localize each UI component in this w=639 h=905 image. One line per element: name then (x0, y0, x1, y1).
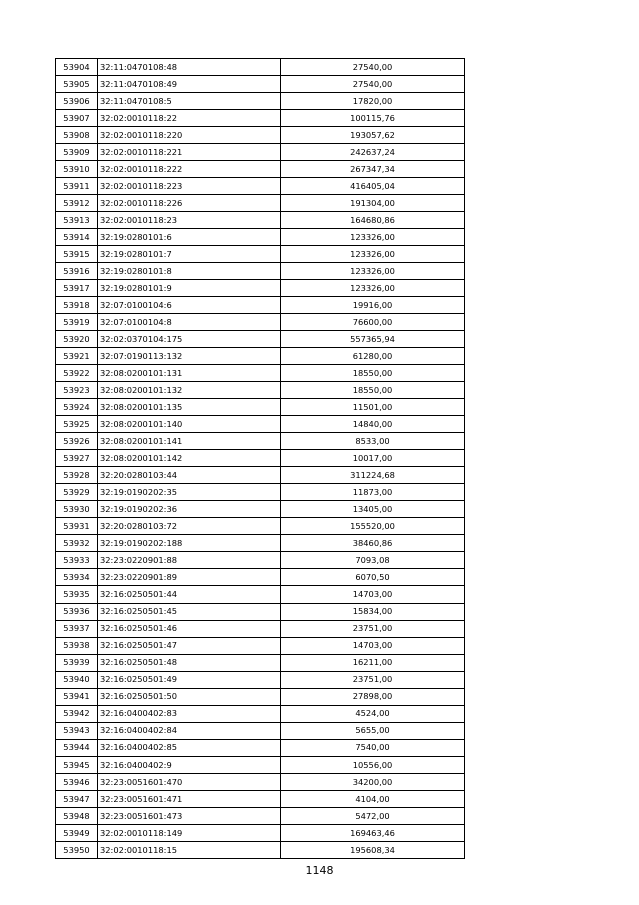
row-number-cell: 53931 (56, 518, 98, 535)
row-number-cell: 53945 (56, 756, 98, 773)
table-row (56, 399, 465, 416)
cadastral-number-cell: 32:19:0190202:35 (98, 484, 281, 501)
value-cell: 23751,00 (281, 671, 465, 688)
cadastral-number-cell: 32:16:0400402:83 (98, 705, 281, 722)
row-number-cell: 53917 (56, 280, 98, 297)
table-row (56, 484, 465, 501)
row-number-cell: 53943 (56, 722, 98, 739)
value-cell: 100115,76 (281, 110, 465, 127)
cadastral-number-cell: 32:20:0280103:44 (98, 467, 281, 484)
table-row (56, 161, 465, 178)
value-cell: 416405,04 (281, 178, 465, 195)
row-number-cell: 53948 (56, 807, 98, 824)
value-cell: 27540,00 (281, 76, 465, 93)
cadastral-number-cell: 32:16:0400402:85 (98, 739, 281, 756)
value-cell: 61280,00 (281, 348, 465, 365)
table-row (56, 637, 465, 654)
table-row (56, 841, 465, 858)
value-cell: 4524,00 (281, 705, 465, 722)
row-number-cell: 53932 (56, 535, 98, 552)
value-cell: 16211,00 (281, 654, 465, 671)
value-cell: 164680,86 (281, 212, 465, 229)
value-cell: 5472,00 (281, 807, 465, 824)
value-cell: 7093,08 (281, 552, 465, 569)
table-row (56, 331, 465, 348)
cadastral-number-cell: 32:02:0010118:23 (98, 212, 281, 229)
table-row (56, 76, 465, 93)
table-row (56, 790, 465, 807)
cadastral-number-cell: 32:07:0190113:132 (98, 348, 281, 365)
value-cell: 38460,86 (281, 535, 465, 552)
table-row (56, 110, 465, 127)
value-cell: 195608,34 (281, 841, 465, 858)
value-cell: 19916,00 (281, 297, 465, 314)
table-row (56, 671, 465, 688)
row-number-cell: 53919 (56, 314, 98, 331)
cadastral-number-cell: 32:16:0250501:45 (98, 603, 281, 620)
cadastral-number-cell: 32:08:0200101:131 (98, 365, 281, 382)
cadastral-number-cell: 32:19:0280101:6 (98, 229, 281, 246)
value-cell: 4104,00 (281, 790, 465, 807)
value-cell: 123326,00 (281, 246, 465, 263)
table-row (56, 314, 465, 331)
cadastral-number-cell: 32:16:0400402:9 (98, 756, 281, 773)
cadastral-number-cell: 32:08:0200101:132 (98, 382, 281, 399)
cadastral-number-cell: 32:02:0010118:223 (98, 178, 281, 195)
cadastral-number-cell: 32:16:0250501:47 (98, 637, 281, 654)
row-number-cell: 53946 (56, 773, 98, 790)
row-number-cell: 53923 (56, 382, 98, 399)
row-number-cell: 53910 (56, 161, 98, 178)
value-cell: 5655,00 (281, 722, 465, 739)
table-row (56, 297, 465, 314)
value-cell: 18550,00 (281, 382, 465, 399)
table-row (56, 263, 465, 280)
value-cell: 15834,00 (281, 603, 465, 620)
value-cell: 191304,00 (281, 195, 465, 212)
value-cell: 23751,00 (281, 620, 465, 637)
value-cell: 27540,00 (281, 59, 465, 76)
row-number-cell: 53913 (56, 212, 98, 229)
value-cell: 34200,00 (281, 773, 465, 790)
table-row (56, 382, 465, 399)
page-number: 1148 (305, 864, 334, 877)
value-cell: 11873,00 (281, 484, 465, 501)
table-row (56, 654, 465, 671)
table-row (56, 178, 465, 195)
value-cell: 10556,00 (281, 756, 465, 773)
cadastral-number-cell: 32:02:0010118:149 (98, 824, 281, 841)
table-row (56, 620, 465, 637)
value-cell: 11501,00 (281, 399, 465, 416)
value-cell: 10017,00 (281, 450, 465, 467)
value-cell: 193057,62 (281, 127, 465, 144)
row-number-cell: 53933 (56, 552, 98, 569)
value-cell: 13405,00 (281, 501, 465, 518)
value-cell: 17820,00 (281, 93, 465, 110)
row-number-cell: 53915 (56, 246, 98, 263)
table-row (56, 433, 465, 450)
row-number-cell: 53925 (56, 416, 98, 433)
cadastral-number-cell: 32:08:0200101:142 (98, 450, 281, 467)
table-row (56, 450, 465, 467)
table-row (56, 246, 465, 263)
value-cell: 242637,24 (281, 144, 465, 161)
row-number-cell: 53927 (56, 450, 98, 467)
cadastral-number-cell: 32:08:0200101:135 (98, 399, 281, 416)
row-number-cell: 53911 (56, 178, 98, 195)
row-number-cell: 53935 (56, 586, 98, 603)
row-number-cell: 53947 (56, 790, 98, 807)
row-number-cell: 53944 (56, 739, 98, 756)
value-cell: 155520,00 (281, 518, 465, 535)
cadastral-number-cell: 32:23:0051601:470 (98, 773, 281, 790)
table-row (56, 212, 465, 229)
row-number-cell: 53907 (56, 110, 98, 127)
row-number-cell: 53942 (56, 705, 98, 722)
table-row (56, 739, 465, 756)
table-row (56, 756, 465, 773)
row-number-cell: 53950 (56, 841, 98, 858)
row-number-cell: 53908 (56, 127, 98, 144)
cadastral-number-cell: 32:11:0470108:49 (98, 76, 281, 93)
table-row (56, 144, 465, 161)
value-cell: 7540,00 (281, 739, 465, 756)
cadastral-number-cell: 32:16:0400402:84 (98, 722, 281, 739)
value-cell: 6070,50 (281, 569, 465, 586)
cadastral-number-cell: 32:02:0010118:15 (98, 841, 281, 858)
table-row (56, 535, 465, 552)
table-row (56, 229, 465, 246)
table-row (56, 569, 465, 586)
row-number-cell: 53934 (56, 569, 98, 586)
value-cell: 169463,46 (281, 824, 465, 841)
cadastral-number-cell: 32:16:0250501:44 (98, 586, 281, 603)
cadastral-number-cell: 32:02:0010118:220 (98, 127, 281, 144)
value-cell: 557365,94 (281, 331, 465, 348)
cadastral-number-cell: 32:19:0280101:7 (98, 246, 281, 263)
row-number-cell: 53949 (56, 824, 98, 841)
cadastral-number-cell: 32:19:0280101:9 (98, 280, 281, 297)
table-row (56, 280, 465, 297)
value-cell: 27898,00 (281, 688, 465, 705)
row-number-cell: 53926 (56, 433, 98, 450)
table-row (56, 93, 465, 110)
cadastral-number-cell: 32:11:0470108:5 (98, 93, 281, 110)
table-row (56, 501, 465, 518)
row-number-cell: 53916 (56, 263, 98, 280)
table-row (56, 467, 465, 484)
cadastral-number-cell: 32:16:0250501:49 (98, 671, 281, 688)
cadastral-number-cell: 32:20:0280103:72 (98, 518, 281, 535)
table-row (56, 552, 465, 569)
cadastral-number-cell: 32:07:0100104:8 (98, 314, 281, 331)
cadastral-number-cell: 32:19:0190202:36 (98, 501, 281, 518)
table-body (56, 59, 465, 859)
table-row (56, 518, 465, 535)
cadastral-number-cell: 32:16:0250501:46 (98, 620, 281, 637)
table-row (56, 348, 465, 365)
cadastral-number-cell: 32:23:0051601:471 (98, 790, 281, 807)
row-number-cell: 53924 (56, 399, 98, 416)
table-row (56, 365, 465, 382)
table-row (56, 127, 465, 144)
value-cell: 14840,00 (281, 416, 465, 433)
cadastral-number-cell: 32:02:0010118:222 (98, 161, 281, 178)
row-number-cell: 53922 (56, 365, 98, 382)
row-number-cell: 53918 (56, 297, 98, 314)
value-cell: 18550,00 (281, 365, 465, 382)
row-number-cell: 53941 (56, 688, 98, 705)
row-number-cell: 53936 (56, 603, 98, 620)
table-row (56, 773, 465, 790)
value-cell: 123326,00 (281, 229, 465, 246)
cadastral-number-cell: 32:08:0200101:140 (98, 416, 281, 433)
row-number-cell: 53929 (56, 484, 98, 501)
cadastral-number-cell: 32:11:0470108:48 (98, 59, 281, 76)
table-row (56, 824, 465, 841)
data-table (55, 58, 465, 859)
cadastral-number-cell: 32:02:0370104:175 (98, 331, 281, 348)
cadastral-number-cell: 32:23:0220901:88 (98, 552, 281, 569)
cadastral-number-cell: 32:02:0010118:22 (98, 110, 281, 127)
table-row (56, 722, 465, 739)
cadastral-number-cell: 32:16:0250501:48 (98, 654, 281, 671)
row-number-cell: 53938 (56, 637, 98, 654)
row-number-cell: 53905 (56, 76, 98, 93)
cadastral-number-cell: 32:19:0280101:8 (98, 263, 281, 280)
row-number-cell: 53921 (56, 348, 98, 365)
table-row (56, 705, 465, 722)
table-row (56, 586, 465, 603)
row-number-cell: 53920 (56, 331, 98, 348)
table-row (56, 195, 465, 212)
table-row (56, 416, 465, 433)
value-cell: 14703,00 (281, 586, 465, 603)
value-cell: 123326,00 (281, 280, 465, 297)
value-cell: 14703,00 (281, 637, 465, 654)
value-cell: 76600,00 (281, 314, 465, 331)
row-number-cell: 53904 (56, 59, 98, 76)
row-number-cell: 53906 (56, 93, 98, 110)
table-row (56, 59, 465, 76)
cadastral-number-cell: 32:08:0200101:141 (98, 433, 281, 450)
value-cell: 123326,00 (281, 263, 465, 280)
row-number-cell: 53940 (56, 671, 98, 688)
value-cell: 311224,68 (281, 467, 465, 484)
table-row (56, 603, 465, 620)
value-cell: 267347,34 (281, 161, 465, 178)
row-number-cell: 53928 (56, 467, 98, 484)
cadastral-number-cell: 32:23:0051601:473 (98, 807, 281, 824)
cadastral-number-cell: 32:07:0100104:6 (98, 297, 281, 314)
table-row (56, 807, 465, 824)
cadastral-number-cell: 32:19:0190202:188 (98, 535, 281, 552)
row-number-cell: 53909 (56, 144, 98, 161)
cadastral-number-cell: 32:02:0010118:221 (98, 144, 281, 161)
row-number-cell: 53912 (56, 195, 98, 212)
row-number-cell: 53937 (56, 620, 98, 637)
row-number-cell: 53930 (56, 501, 98, 518)
row-number-cell: 53914 (56, 229, 98, 246)
table-row (56, 688, 465, 705)
cadastral-number-cell: 32:02:0010118:226 (98, 195, 281, 212)
row-number-cell: 53939 (56, 654, 98, 671)
cadastral-number-cell: 32:16:0250501:50 (98, 688, 281, 705)
cadastral-number-cell: 32:23:0220901:89 (98, 569, 281, 586)
value-cell: 8533,00 (281, 433, 465, 450)
